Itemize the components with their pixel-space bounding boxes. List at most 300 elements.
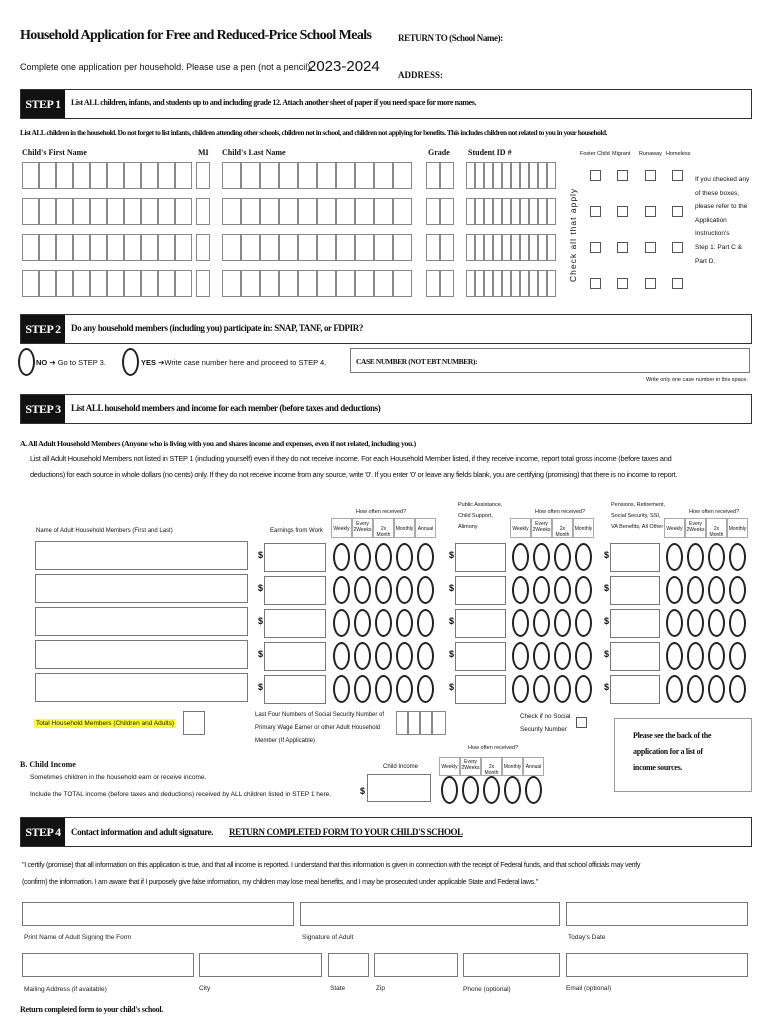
frequency-radio[interactable] (333, 543, 350, 571)
frequency-radio[interactable] (708, 543, 725, 571)
public-assistance-field[interactable] (455, 675, 506, 704)
last-name-cell[interactable] (241, 270, 260, 297)
last-name-cell[interactable] (393, 198, 412, 225)
first-name-cell[interactable] (90, 162, 107, 189)
first-name-cell[interactable] (141, 270, 158, 297)
frequency-radio[interactable] (483, 776, 500, 804)
frequency-radio[interactable] (417, 675, 434, 703)
frequency-radio[interactable] (533, 642, 550, 670)
student-id-cell[interactable] (502, 162, 511, 189)
student-id-cell[interactable] (466, 162, 475, 189)
last-name-cell[interactable] (336, 162, 355, 189)
last-name-cell[interactable] (355, 270, 374, 297)
date-field[interactable] (566, 902, 748, 926)
first-name-cell[interactable] (124, 162, 141, 189)
frequency-radio[interactable] (687, 576, 704, 604)
frequency-radio[interactable] (687, 609, 704, 637)
student-id-cell[interactable] (475, 162, 484, 189)
student-id-cell[interactable] (484, 234, 493, 261)
frequency-radio[interactable] (417, 642, 434, 670)
last-name-cell[interactable] (393, 234, 412, 261)
student-id-cell[interactable] (475, 234, 484, 261)
status-checkbox[interactable] (645, 170, 656, 181)
pension-field[interactable] (610, 609, 660, 638)
status-checkbox[interactable] (590, 170, 601, 181)
student-id-cell[interactable] (547, 270, 556, 297)
frequency-radio[interactable] (533, 543, 550, 571)
public-assistance-field[interactable] (455, 576, 506, 605)
ssn-digit[interactable] (432, 711, 446, 735)
last-name-cell[interactable] (393, 270, 412, 297)
first-name-cell[interactable] (141, 162, 158, 189)
child-income-dollar: $ (360, 786, 366, 796)
frequency-radio[interactable] (354, 675, 371, 703)
first-name-cell[interactable] (56, 162, 73, 189)
status-checkbox[interactable] (617, 170, 628, 181)
first-name-cell[interactable] (39, 234, 56, 261)
last-name-cell[interactable] (336, 234, 355, 261)
ssn-text-line: Last Four Numbers of Social Security Number of (255, 712, 385, 718)
child-income-field[interactable] (367, 774, 431, 802)
student-id-cell[interactable] (538, 198, 547, 225)
first-name-cell[interactable] (56, 234, 73, 261)
student-id-cell[interactable] (502, 198, 511, 225)
student-id-cell[interactable] (520, 198, 529, 225)
col-pension-line: Social Security, SSI, (611, 513, 661, 519)
first-name-cell[interactable] (158, 162, 175, 189)
status-checkbox[interactable] (590, 242, 601, 253)
mi-cell[interactable] (196, 198, 210, 225)
student-id-cell[interactable] (511, 198, 520, 225)
section-b-text2: Include the TOTAL income (before taxes and deductions) received by ALL children listed in STEP 1 here. (30, 791, 332, 798)
first-name-cell[interactable] (22, 198, 39, 225)
frequency-radio[interactable] (708, 609, 725, 637)
last-name-cell[interactable] (279, 234, 298, 261)
frequency-radio[interactable] (396, 642, 413, 670)
last-name-cell[interactable] (374, 198, 393, 225)
adult-name-field[interactable] (35, 607, 248, 636)
student-id-cell[interactable] (520, 234, 529, 261)
student-id-cell[interactable] (538, 234, 547, 261)
status-checkbox[interactable] (590, 206, 601, 217)
last-name-cell[interactable] (374, 270, 393, 297)
yes-radio[interactable] (122, 348, 139, 376)
step1-instruction: List ALL children in the household. Do not forget to list infants, children attending other schools, children not in school, and children not applying for benefits. This includes children not related to you in your household. (20, 128, 608, 137)
zip-field[interactable] (374, 953, 458, 977)
section-a-text1: List all Adult Household Members not listed in STEP 1 (including yourself) even if they do not receive income. For each Household Member listed, if they receive income, report total gross income (before taxes and (30, 454, 672, 463)
frequency-radio[interactable] (666, 576, 683, 604)
first-name-cell[interactable] (158, 270, 175, 297)
first-name-cell[interactable] (175, 234, 192, 261)
frequency-radio[interactable] (533, 675, 550, 703)
frequency-radio[interactable] (708, 642, 725, 670)
mailing-address-field[interactable] (22, 953, 194, 977)
first-name-cell[interactable] (73, 198, 90, 225)
signature-field[interactable] (300, 902, 560, 926)
last-name-cell[interactable] (279, 162, 298, 189)
last-name-cell[interactable] (241, 198, 260, 225)
adult-name-field[interactable] (35, 541, 248, 570)
frequency-radio[interactable] (396, 576, 413, 604)
frequency-radio[interactable] (554, 609, 571, 637)
mi-cell[interactable] (196, 270, 210, 297)
frequency-radio[interactable] (554, 675, 571, 703)
last-name-cell[interactable] (279, 270, 298, 297)
last-name-cell[interactable] (298, 162, 317, 189)
pension-field[interactable] (610, 675, 660, 704)
student-id-cell[interactable] (538, 270, 547, 297)
student-id-cell[interactable] (475, 198, 484, 225)
pension-field[interactable] (610, 642, 660, 671)
student-id-cell[interactable] (484, 270, 493, 297)
footer-note: Return completed form to your child's school. (20, 1005, 164, 1014)
frequency-radio[interactable] (666, 609, 683, 637)
first-name-cell[interactable] (73, 234, 90, 261)
student-id-cell[interactable] (502, 270, 511, 297)
frequency-radio[interactable] (354, 642, 371, 670)
frequency-radio[interactable] (666, 543, 683, 571)
mi-cell[interactable] (196, 234, 210, 261)
earnings-field[interactable] (264, 576, 326, 605)
public-assistance-field[interactable] (455, 543, 506, 572)
frequency-radio[interactable] (333, 675, 350, 703)
frequency-radio[interactable] (375, 642, 392, 670)
student-id-cell[interactable] (547, 162, 556, 189)
first-name-cell[interactable] (141, 198, 158, 225)
frequency-radio[interactable] (729, 609, 746, 637)
frequency-radio[interactable] (666, 642, 683, 670)
frequency-radio[interactable] (687, 642, 704, 670)
frequency-radio[interactable] (554, 642, 571, 670)
col-pension (611, 500, 665, 533)
first-name-cell[interactable] (107, 162, 124, 189)
frequency-radio[interactable] (462, 776, 479, 804)
grade-cell[interactable] (440, 270, 454, 297)
first-name-cell[interactable] (90, 198, 107, 225)
adult-name-field[interactable] (35, 640, 248, 669)
first-name-cell[interactable] (22, 162, 39, 189)
first-name-cell[interactable] (124, 198, 141, 225)
frequency-radio[interactable] (729, 642, 746, 670)
frequency-radio[interactable] (687, 675, 704, 703)
step4-bar (20, 817, 752, 847)
frequency-radio[interactable] (417, 543, 434, 571)
last-name-cell[interactable] (336, 270, 355, 297)
last-name-cell[interactable] (222, 234, 241, 261)
grade-cell[interactable] (426, 234, 440, 261)
col-public-line: Alimony (458, 524, 478, 530)
frequency-radio[interactable] (729, 576, 746, 604)
step1-note-line: please refer to the (695, 203, 748, 211)
last-name-cell[interactable] (279, 198, 298, 225)
print-name-field[interactable] (22, 902, 294, 926)
student-id-cell[interactable] (520, 162, 529, 189)
last-name-cell[interactable] (298, 234, 317, 261)
frequency-radio[interactable] (417, 609, 434, 637)
dollar-sign: $ (449, 550, 455, 560)
last-name-cell[interactable] (241, 162, 260, 189)
return-to-label: RETURN TO (School Name): (398, 33, 503, 43)
last-name-cell[interactable] (317, 162, 336, 189)
status-checkbox[interactable] (617, 206, 628, 217)
dollar-sign: $ (604, 649, 610, 659)
grade-cell[interactable] (426, 162, 440, 189)
first-name-cell[interactable] (107, 270, 124, 297)
first-name-cell[interactable] (107, 234, 124, 261)
first-name-cell[interactable] (175, 270, 192, 297)
case-number-label: CASE NUMBER (NOT EBT NUMBER): (356, 357, 478, 366)
frequency-header: Every 2Weeks (685, 518, 706, 538)
first-name-cell[interactable] (22, 234, 39, 261)
frequency-radio[interactable] (375, 543, 392, 571)
last-name-cell[interactable] (222, 162, 241, 189)
frequency-header: Every 2Weeks (460, 757, 481, 776)
frequency-radio[interactable] (575, 642, 592, 670)
student-id-cell[interactable] (493, 234, 502, 261)
first-name-cell[interactable] (56, 198, 73, 225)
how-often-label: How often received? (535, 509, 586, 515)
last-name-cell[interactable] (374, 162, 393, 189)
frequency-radio[interactable] (504, 776, 521, 804)
state-field[interactable] (328, 953, 369, 977)
student-id-cell[interactable] (529, 162, 538, 189)
col-mi: MI (198, 148, 209, 157)
student-id-cell[interactable] (484, 162, 493, 189)
phone-field[interactable] (463, 953, 560, 977)
case-note: Write only one case number in this space. (645, 377, 748, 383)
email-field[interactable] (566, 953, 748, 977)
first-name-cell[interactable] (90, 234, 107, 261)
student-id-cell[interactable] (511, 270, 520, 297)
cb-header-migrant: Migrant (612, 151, 631, 157)
frequency-header: Weekly (331, 518, 352, 538)
frequency-radio[interactable] (512, 543, 529, 571)
frequency-radio[interactable] (396, 543, 413, 571)
dollar-sign: $ (258, 649, 264, 659)
how-often-label: How often received? (356, 509, 407, 515)
print-name-label: Print Name of Adult Signing the Form (24, 934, 132, 941)
no-text: NO (36, 358, 48, 367)
mi-cell[interactable] (196, 162, 210, 189)
frequency-radio[interactable] (333, 576, 350, 604)
status-checkbox[interactable] (617, 242, 628, 253)
no-label: NO ➔ Go to STEP 3. (36, 358, 106, 367)
student-id-cell[interactable] (520, 270, 529, 297)
no-ssn-checkbox[interactable] (576, 717, 587, 728)
frequency-radio[interactable] (554, 543, 571, 571)
frequency-radio[interactable] (666, 675, 683, 703)
frequency-radio[interactable] (533, 609, 550, 637)
frequency-radio[interactable] (729, 675, 746, 703)
first-name-cell[interactable] (175, 198, 192, 225)
grade-cell[interactable] (426, 198, 440, 225)
first-name-cell[interactable] (22, 270, 39, 297)
student-id-cell[interactable] (493, 270, 502, 297)
total-members-field[interactable] (183, 711, 205, 735)
frequency-radio[interactable] (333, 642, 350, 670)
last-name-cell[interactable] (393, 162, 412, 189)
frequency-radio[interactable] (575, 543, 592, 571)
frequency-radio[interactable] (375, 675, 392, 703)
student-id-cell[interactable] (493, 198, 502, 225)
frequency-radio[interactable] (512, 675, 529, 703)
frequency-radio[interactable] (375, 609, 392, 637)
status-checkbox[interactable] (645, 242, 656, 253)
frequency-radio[interactable] (575, 576, 592, 604)
pension-field[interactable] (610, 576, 660, 605)
earnings-field[interactable] (264, 609, 326, 638)
student-id-cell[interactable] (502, 234, 511, 261)
frequency-radio[interactable] (512, 576, 529, 604)
last-name-cell[interactable] (317, 270, 336, 297)
student-id-cell[interactable] (475, 270, 484, 297)
frequency-radio[interactable] (575, 675, 592, 703)
frequency-radio[interactable] (396, 609, 413, 637)
dollar-sign: $ (604, 583, 610, 593)
frequency-radio[interactable] (354, 576, 371, 604)
grade-cell[interactable] (440, 234, 454, 261)
frequency-radio[interactable] (554, 576, 571, 604)
student-id-cell[interactable] (493, 162, 502, 189)
no-radio[interactable] (18, 348, 35, 376)
email-label: Email (optional) (566, 985, 612, 992)
first-name-cell[interactable] (175, 162, 192, 189)
frequency-radio[interactable] (512, 642, 529, 670)
earnings-field[interactable] (264, 642, 326, 671)
col-grade: Grade (428, 148, 450, 157)
status-checkbox[interactable] (645, 278, 656, 289)
frequency-radio[interactable] (708, 576, 725, 604)
last-name-cell[interactable] (222, 270, 241, 297)
first-name-cell[interactable] (39, 162, 56, 189)
student-id-cell[interactable] (529, 270, 538, 297)
pension-field[interactable] (610, 543, 660, 572)
last-name-cell[interactable] (298, 198, 317, 225)
student-id-cell[interactable] (511, 162, 520, 189)
total-members-label: Total Household Members (Children and Adults) (36, 720, 175, 727)
last-name-cell[interactable] (317, 198, 336, 225)
city-field[interactable] (199, 953, 322, 977)
earnings-field[interactable] (264, 543, 326, 572)
dollar-sign: $ (258, 583, 264, 593)
frequency-header: Monthly (502, 757, 523, 776)
dollar-sign: $ (449, 682, 455, 692)
frequency-radio[interactable] (575, 609, 592, 637)
adult-name-field[interactable] (35, 673, 248, 702)
earnings-field[interactable] (264, 675, 326, 704)
last-name-cell[interactable] (374, 234, 393, 261)
frequency-radio[interactable] (375, 576, 392, 604)
first-name-cell[interactable] (124, 270, 141, 297)
first-name-cell[interactable] (107, 198, 124, 225)
col-public-line: Public Assistance, (458, 502, 503, 508)
student-id-cell[interactable] (547, 234, 556, 261)
last-name-cell[interactable] (260, 270, 279, 297)
student-id-cell[interactable] (466, 270, 475, 297)
frequency-radio[interactable] (525, 776, 542, 804)
frequency-radio[interactable] (512, 609, 529, 637)
first-name-cell[interactable] (39, 270, 56, 297)
dollar-sign: $ (258, 682, 264, 692)
last-name-cell[interactable] (241, 234, 260, 261)
ssn-digit[interactable] (408, 711, 420, 735)
public-assistance-field[interactable] (455, 642, 506, 671)
status-checkbox[interactable] (645, 206, 656, 217)
ssn-digit[interactable] (420, 711, 432, 735)
frequency-radio[interactable] (417, 576, 434, 604)
student-id-cell[interactable] (547, 198, 556, 225)
frequency-radio[interactable] (533, 576, 550, 604)
dollar-sign: $ (449, 583, 455, 593)
grade-cell[interactable] (440, 198, 454, 225)
last-name-cell[interactable] (260, 162, 279, 189)
col-pension-line: VA Benefits, All Other (611, 524, 664, 530)
frequency-radio[interactable] (354, 543, 371, 571)
last-name-cell[interactable] (355, 198, 374, 225)
last-name-cell[interactable] (355, 162, 374, 189)
adult-name-field[interactable] (35, 574, 248, 603)
step1-note-line: of these boxes, (695, 189, 740, 197)
last-name-cell[interactable] (298, 270, 317, 297)
first-name-cell[interactable] (90, 270, 107, 297)
status-checkbox[interactable] (672, 170, 683, 181)
status-checkbox[interactable] (672, 242, 683, 253)
student-id-cell[interactable] (511, 234, 520, 261)
student-id-cell[interactable] (529, 234, 538, 261)
status-checkbox[interactable] (672, 278, 683, 289)
first-name-cell[interactable] (124, 234, 141, 261)
mailing-label: Mailing Address (if available) (24, 986, 107, 993)
status-checkbox[interactable] (672, 206, 683, 217)
student-id-cell[interactable] (538, 162, 547, 189)
last-name-cell[interactable] (222, 198, 241, 225)
last-name-cell[interactable] (260, 234, 279, 261)
ssn-digit[interactable] (396, 711, 408, 735)
last-name-cell[interactable] (336, 198, 355, 225)
frequency-radio[interactable] (729, 543, 746, 571)
last-name-cell[interactable] (260, 198, 279, 225)
first-name-cell[interactable] (141, 234, 158, 261)
frequency-header: 2x Month (481, 757, 502, 776)
first-name-cell[interactable] (158, 234, 175, 261)
student-id-cell[interactable] (529, 198, 538, 225)
grade-cell[interactable] (426, 270, 440, 297)
step1-note-line: Application (695, 216, 727, 224)
first-name-cell[interactable] (56, 270, 73, 297)
frequency-radio[interactable] (708, 675, 725, 703)
last-name-cell[interactable] (355, 234, 374, 261)
student-id-cell[interactable] (466, 198, 475, 225)
ssn-text (255, 709, 384, 748)
grade-cell[interactable] (440, 162, 454, 189)
first-name-cell[interactable] (39, 198, 56, 225)
frequency-radio[interactable] (687, 543, 704, 571)
frequency-radio[interactable] (441, 776, 458, 804)
first-name-cell[interactable] (73, 270, 90, 297)
first-name-cell[interactable] (158, 198, 175, 225)
step1-note (695, 173, 751, 268)
first-name-cell[interactable] (73, 162, 90, 189)
status-checkbox[interactable] (590, 278, 601, 289)
frequency-radio[interactable] (333, 609, 350, 637)
frequency-radio[interactable] (396, 675, 413, 703)
frequency-radio[interactable] (354, 609, 371, 637)
student-id-cell[interactable] (466, 234, 475, 261)
student-id-cell[interactable] (484, 198, 493, 225)
status-checkbox[interactable] (617, 278, 628, 289)
public-assistance-field[interactable] (455, 609, 506, 638)
last-name-cell[interactable] (317, 234, 336, 261)
